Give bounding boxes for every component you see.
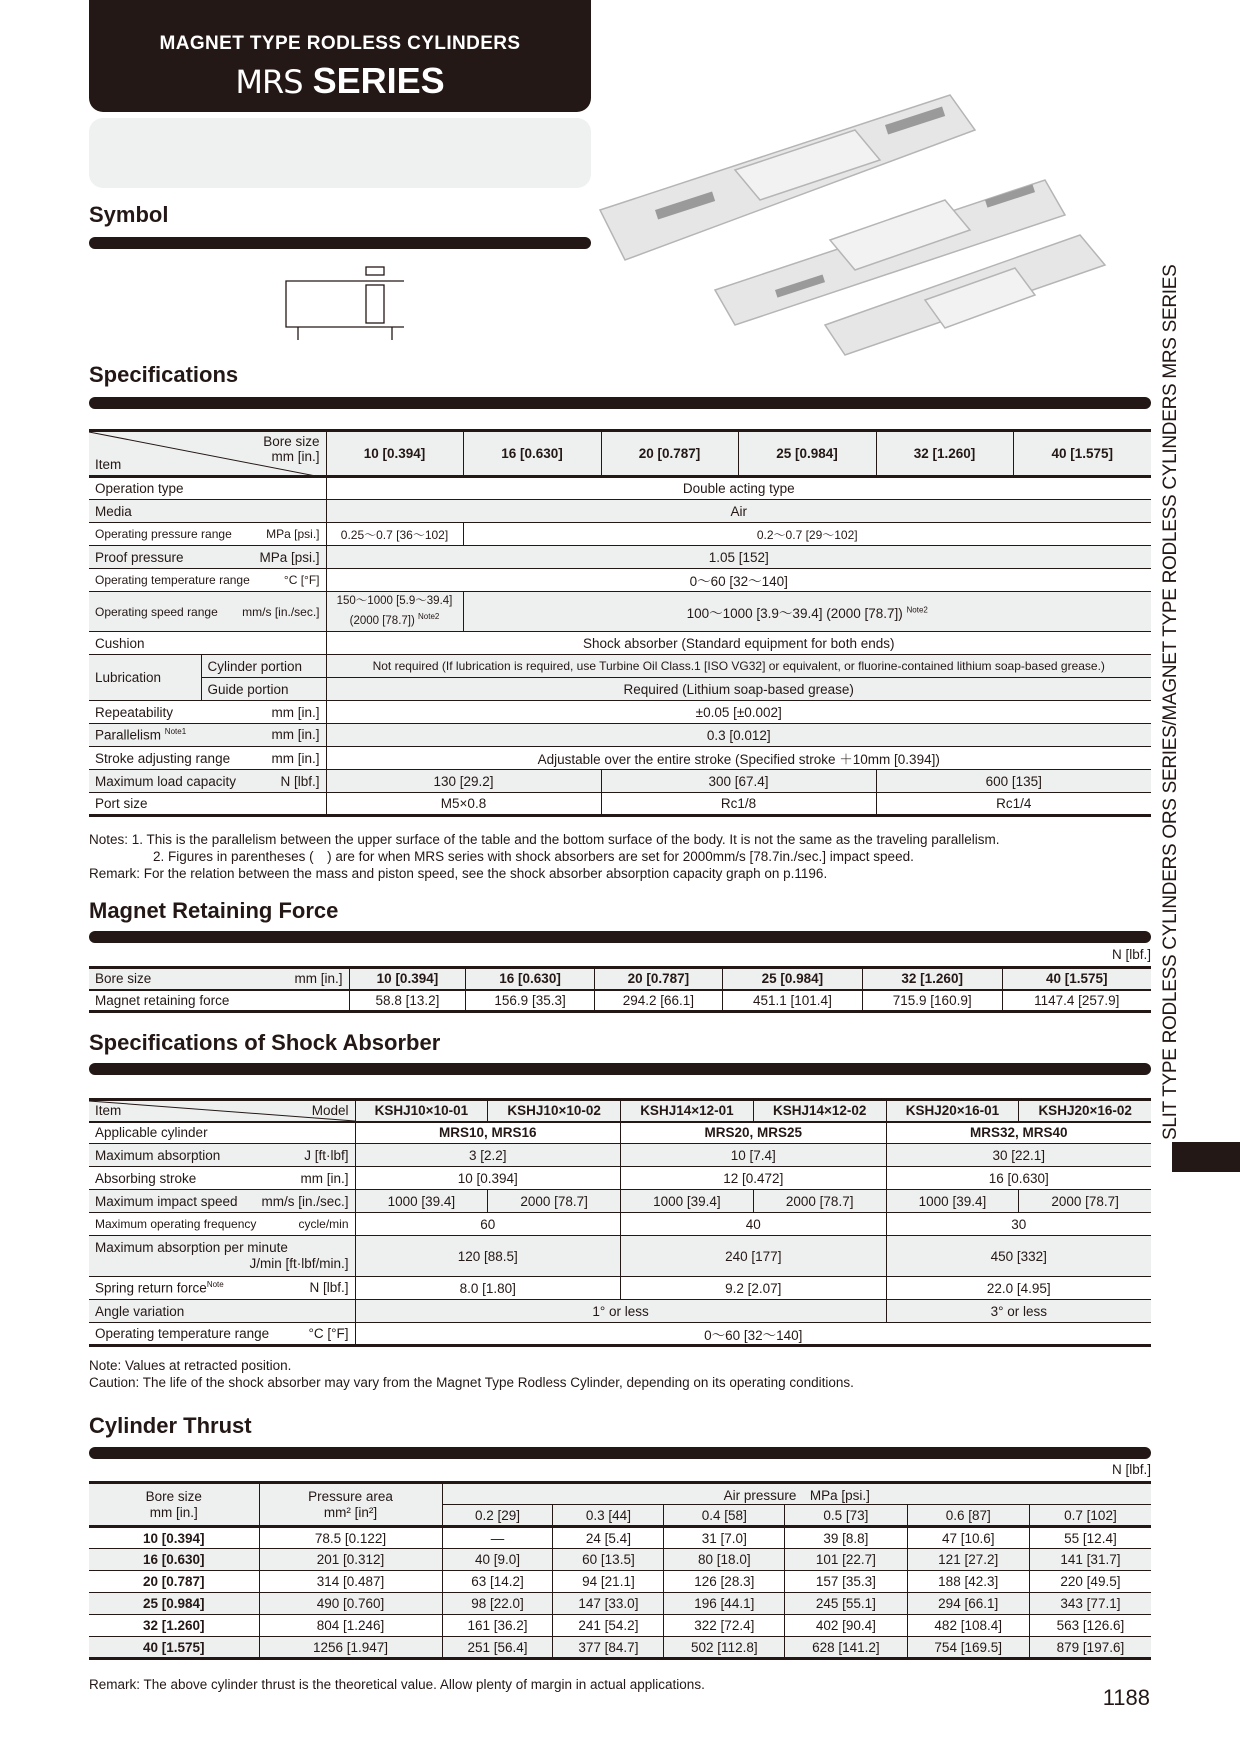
specifications-notes	[89, 831, 1000, 882]
pressure-header: 0.6 [87]	[907, 1505, 1029, 1527]
row-value: 40	[621, 1213, 887, 1236]
row-label: Port size	[89, 793, 326, 816]
thrust-value: 147 [33.0]	[553, 1593, 664, 1615]
unit-note: N [lbf.]	[1111, 1462, 1151, 1477]
section-divider	[89, 237, 591, 249]
series-title-prefix: MRS	[235, 63, 303, 101]
row-unit: mm [in.]	[271, 750, 320, 766]
table-row	[89, 655, 1151, 678]
table-row	[89, 592, 1151, 632]
row-value: 1000 [39.4]	[621, 1190, 754, 1213]
row-unit: °C [°F]	[308, 1326, 349, 1341]
thrust-value: 98 [22.0]	[442, 1593, 553, 1615]
area-column-header	[259, 1483, 442, 1527]
row-value: 22.0 [4.95]	[886, 1277, 1151, 1300]
row-unit: N [lbf.]	[280, 773, 320, 789]
table-row	[89, 990, 1151, 1012]
force-value: 1147.4 [257.9]	[1002, 990, 1151, 1012]
product-image	[595, 50, 1165, 370]
row-label: Operating speed range	[95, 604, 218, 619]
row-value: Rc1/8	[601, 793, 876, 816]
table-header-row	[89, 1483, 1151, 1505]
thrust-value: 101 [22.7]	[785, 1549, 907, 1571]
row-value: 0.3 [0.012]	[326, 724, 1151, 747]
cylinder-thrust-table	[89, 1481, 1151, 1660]
row-label: Magnet retaining force	[89, 990, 349, 1012]
note-marker: Note	[206, 1280, 224, 1290]
side-tab-label: SLIT TYPE RODLESS CYLINDERS ORS SERIES/MAGNET TYPE RODLESS CYLINDERS MRS SERIES	[1160, 264, 1181, 1140]
table-row	[89, 1277, 1151, 1300]
row-value: 0～60 [32～140]	[326, 569, 1151, 592]
thrust-value: 563 [126.6]	[1029, 1615, 1151, 1637]
note-marker: Note2	[418, 612, 440, 622]
table-row	[89, 793, 1151, 816]
bore-header: 20 [0.787]	[594, 968, 722, 990]
row-unit: mm [in.]	[294, 971, 343, 987]
row-value: MRS10, MRS16	[355, 1122, 621, 1144]
thrust-value: 63 [14.2]	[442, 1571, 553, 1593]
bore-header: 16 [0.630]	[466, 968, 594, 990]
row-label: Maximum load capacity	[95, 773, 237, 789]
row-unit: J [ft·lbf]	[304, 1147, 349, 1163]
row-label: Angle variation	[89, 1300, 355, 1323]
row-value: 60	[355, 1213, 621, 1236]
row-value: 1.05 [152]	[326, 546, 1151, 569]
section-divider	[89, 1063, 1151, 1075]
bore-header: 32 [1.260]	[862, 968, 1002, 990]
rodless-cylinder-symbol-icon	[284, 265, 414, 340]
row-value: MRS20, MRS25	[621, 1122, 887, 1144]
thrust-value: —	[442, 1527, 553, 1549]
rodless-cylinder-illustration	[595, 50, 1165, 370]
model-header: KSHJ20×16-02	[1019, 1100, 1151, 1122]
row-value: 9.2 [2.07]	[621, 1277, 887, 1300]
thrust-value: 196 [44.1]	[664, 1593, 785, 1615]
row-label: Maximum absorption	[95, 1147, 221, 1163]
thrust-value: 161 [36.2]	[442, 1615, 553, 1637]
model-header: KSHJ10×10-02	[488, 1100, 621, 1122]
bore-header: 10 [0.394]	[326, 431, 463, 477]
row-label: Absorbing stroke	[95, 1170, 197, 1186]
bore-header: 40 [1.575]	[1013, 431, 1151, 477]
row-value: 0.2～0.7 [29～102]	[463, 523, 1151, 546]
corner-item-label: Item	[95, 1103, 122, 1119]
area-value: 201 [0.312]	[259, 1549, 442, 1571]
unit-note: N [lbf.]	[1111, 947, 1151, 962]
thrust-value: 482 [108.4]	[907, 1615, 1029, 1637]
force-value: 156.9 [35.3]	[466, 990, 594, 1012]
bore-header: 25 [0.984]	[723, 968, 863, 990]
row-value: Adjustable over the entire stroke (Specified stroke ＋10mm [0.394])	[326, 747, 1151, 770]
pressure-header: 0.7 [102]	[1029, 1505, 1151, 1527]
table-row	[89, 1213, 1151, 1236]
note-line: Note: Values at retracted position.	[89, 1358, 292, 1373]
caution-line: Caution: The life of the shock absorber may vary from the Magnet Type Rodless Cylinder, depending on its operating conditions.	[89, 1375, 854, 1390]
row-value: 120 [88.5]	[355, 1236, 621, 1277]
row-unit: mm [in.]	[271, 704, 320, 720]
row-value: 30 [22.1]	[886, 1144, 1151, 1167]
row-label: Operating temperature range	[95, 573, 250, 587]
table-row	[89, 1527, 1151, 1549]
bore-header: 20 [0.787]	[601, 431, 738, 477]
model-header: KSHJ10×10-01	[355, 1100, 488, 1122]
thrust-value: 322 [72.4]	[664, 1615, 785, 1637]
row-value: 1000 [39.4]	[886, 1190, 1019, 1213]
thrust-value: 24 [5.4]	[553, 1527, 664, 1549]
row-value	[326, 592, 463, 632]
row-sublabel: Guide portion	[201, 678, 326, 701]
force-value: 715.9 [160.9]	[862, 990, 1002, 1012]
row-value: 2000 [78.7]	[753, 1190, 886, 1213]
row-label: Stroke adjusting range	[95, 750, 231, 766]
bore-value: 16 [0.630]	[89, 1549, 259, 1571]
area-header-unit: mm² [in²]	[323, 1504, 378, 1520]
row-label: Repeatability	[95, 704, 174, 720]
row-label: Operation type	[89, 477, 326, 500]
table-row	[89, 1593, 1151, 1615]
table-row	[89, 770, 1151, 793]
row-label: Lubrication	[89, 655, 201, 701]
row-unit: mm/s [in./sec.]	[261, 1193, 349, 1209]
thrust-value: 502 [112.8]	[664, 1637, 785, 1659]
table-row	[89, 747, 1151, 770]
thrust-value: 141 [31.7]	[1029, 1549, 1151, 1571]
area-value: 1256 [1.947]	[259, 1637, 442, 1659]
corner-header	[89, 1100, 355, 1122]
thrust-value: 80 [18.0]	[664, 1549, 785, 1571]
row-value: 300 [67.4]	[601, 770, 876, 793]
thrust-value: 241 [54.2]	[553, 1615, 664, 1637]
thrust-value: 126 [28.3]	[664, 1571, 785, 1593]
section-title-specifications: Specifications	[89, 362, 239, 387]
page-number: 1188	[1102, 1685, 1150, 1710]
table-row	[89, 1236, 1151, 1277]
thrust-remark: Remark: The above cylinder thrust is the theoretical value. Allow plenty of margin in actual applications.	[89, 1677, 705, 1692]
table-row	[89, 500, 1151, 523]
thrust-value: 343 [77.1]	[1029, 1593, 1151, 1615]
pneumatic-symbol	[284, 265, 414, 345]
thrust-value: 245 [55.1]	[785, 1593, 907, 1615]
pressure-header: 0.5 [73]	[785, 1505, 907, 1527]
note-marker: Note1	[164, 727, 187, 737]
row-value: 130 [29.2]	[326, 770, 601, 793]
thrust-value: 157 [35.3]	[785, 1571, 907, 1593]
bore-header: 16 [0.630]	[463, 431, 601, 477]
table-header-row	[89, 1100, 1151, 1122]
row-sublabel: Cylinder portion	[201, 655, 326, 678]
row-value: 2000 [78.7]	[488, 1190, 621, 1213]
bore-value: 32 [1.260]	[89, 1615, 259, 1637]
thrust-value: 121 [27.2]	[907, 1549, 1029, 1571]
model-header: KSHJ14×12-02	[753, 1100, 886, 1122]
pressure-header: 0.4 [58]	[664, 1505, 785, 1527]
description-box	[89, 118, 591, 188]
row-value: 450 [332]	[886, 1236, 1151, 1277]
table-row	[89, 1300, 1151, 1323]
speed-value: 100～1000 [3.9～39.4] (2000 [78.7])	[686, 605, 903, 621]
row-value: 0.25～0.7 [36～102]	[326, 523, 463, 546]
row-value: Not required (If lubrication is required, use Turbine Oil Class.1 [ISO VG32] or equivalent, or fluorine-contained lithium soap-based grease.)	[326, 655, 1151, 678]
row-value: 1° or less	[355, 1300, 886, 1323]
corner-header	[89, 431, 326, 477]
row-value: 12 [0.472]	[621, 1167, 887, 1190]
thrust-value: 40 [9.0]	[442, 1549, 553, 1571]
row-label: Maximum impact speed	[95, 1193, 238, 1209]
row-label: Proof pressure	[95, 549, 184, 565]
row-label: Parallelism	[95, 727, 162, 743]
table-row	[89, 724, 1151, 747]
row-value: Shock absorber (Standard equipment for both ends)	[326, 632, 1151, 655]
corner-bore-label: Bore size	[263, 434, 320, 449]
thrust-value: 251 [56.4]	[442, 1637, 553, 1659]
row-label: Maximum absorption per minute	[95, 1240, 288, 1255]
series-title-banner	[89, 0, 591, 112]
row-label: Maximum operating frequency	[95, 1217, 257, 1231]
note-line: Notes: 1. This is the parallelism between the upper surface of the table and the bottom surface of the body. It is not the same as the traveling parallelism.	[89, 832, 1000, 847]
row-label: Operating pressure range	[95, 527, 232, 541]
model-header: KSHJ14×12-01	[621, 1100, 754, 1122]
thrust-value: 55 [12.4]	[1029, 1527, 1151, 1549]
row-value: 0～60 [32～140]	[355, 1323, 1151, 1346]
row-value: M5×0.8	[326, 793, 601, 816]
row-value	[463, 592, 1151, 632]
corner-item-label: Item	[95, 457, 122, 472]
thrust-value: 39 [8.8]	[785, 1527, 907, 1549]
row-unit: MPa [psi.]	[259, 549, 320, 565]
force-value: 294.2 [66.1]	[594, 990, 722, 1012]
speed-value-line2: (2000 [78.7])	[349, 614, 415, 627]
thrust-value: 628 [141.2]	[785, 1637, 907, 1659]
row-value: Double acting type	[326, 477, 1151, 500]
row-label: Media	[89, 500, 326, 523]
area-header-label: Pressure area	[308, 1488, 393, 1504]
thrust-value: 377 [84.7]	[553, 1637, 664, 1659]
area-value: 78.5 [0.122]	[259, 1527, 442, 1549]
row-unit: J/min [ft·lbf/min.]	[249, 1256, 349, 1271]
bore-value: 40 [1.575]	[89, 1637, 259, 1659]
table-header-row	[89, 968, 1151, 990]
bore-header: 25 [0.984]	[738, 431, 876, 477]
side-tab-marker	[1172, 1142, 1240, 1172]
row-unit: mm/s [in./sec.]	[242, 604, 320, 619]
row-value: 8.0 [1.80]	[355, 1277, 621, 1300]
note-line: 2. Figures in parentheses ( ) are for when MRS series with shock absorbers are set for 2000mm/s [78.7in./sec.] impact speed.	[153, 849, 914, 864]
row-unit: mm [in.]	[300, 1170, 349, 1186]
row-unit: N [lbf.]	[309, 1280, 349, 1296]
specifications-header-row	[89, 431, 1151, 477]
row-unit: °C [°F]	[283, 573, 320, 587]
bore-value: 20 [0.787]	[89, 1571, 259, 1593]
row-value: 2000 [78.7]	[1019, 1190, 1151, 1213]
series-subtitle: MAGNET TYPE RODLESS CYLINDERS	[159, 33, 521, 54]
bore-value: 10 [0.394]	[89, 1527, 259, 1549]
row-value: Required (Lithium soap-based grease)	[326, 678, 1151, 701]
table-row	[89, 1190, 1151, 1213]
table-row	[89, 569, 1151, 592]
shock-absorber-notes	[89, 1357, 854, 1391]
row-value: 1000 [39.4]	[355, 1190, 488, 1213]
row-label: Bore size	[95, 971, 152, 987]
speed-value-line1: 150～1000 [5.9～39.4]	[336, 595, 453, 608]
thrust-value: 94 [21.1]	[553, 1571, 664, 1593]
section-title-magnet-force: Magnet Retaining Force	[89, 898, 339, 923]
table-row	[89, 1549, 1151, 1571]
table-row	[89, 523, 1151, 546]
row-label: Spring return force	[95, 1280, 207, 1296]
thrust-value: 294 [66.1]	[907, 1593, 1029, 1615]
row-value: 10 [0.394]	[355, 1167, 621, 1190]
table-row	[89, 1571, 1151, 1593]
thrust-rows	[89, 1527, 1151, 1659]
row-value: 240 [177]	[621, 1236, 887, 1277]
table-row	[89, 678, 1151, 701]
corner-model-label: Model	[311, 1103, 349, 1119]
section-divider	[89, 1447, 1151, 1459]
model-header: KSHJ20×16-01	[886, 1100, 1019, 1122]
thrust-value: 879 [197.6]	[1029, 1637, 1151, 1659]
pressure-group-header: Air pressure MPa [psi.]	[442, 1483, 1151, 1505]
table-row	[89, 546, 1151, 569]
section-title-symbol: Symbol	[89, 202, 169, 227]
area-value: 314 [0.487]	[259, 1571, 442, 1593]
bore-header-unit: mm [in.]	[149, 1504, 198, 1520]
bore-header: 40 [1.575]	[1002, 968, 1151, 990]
pressure-header: 0.3 [44]	[553, 1505, 664, 1527]
section-title-shock-absorber: Specifications of Shock Absorber	[89, 1030, 441, 1055]
thrust-value: 220 [49.5]	[1029, 1571, 1151, 1593]
row-unit: cycle/min	[298, 1217, 349, 1231]
thrust-value: 60 [13.5]	[553, 1549, 664, 1571]
thrust-value: 47 [10.6]	[907, 1527, 1029, 1549]
series-title	[89, 60, 591, 102]
table-row	[89, 1144, 1151, 1167]
series-title-suffix: SERIES	[312, 60, 445, 101]
row-unit: MPa [psi.]	[266, 527, 320, 541]
table-row	[89, 1122, 1151, 1144]
row-label: Cushion	[89, 632, 326, 655]
section-title-thrust: Cylinder Thrust	[89, 1413, 252, 1438]
thrust-value: 402 [90.4]	[785, 1615, 907, 1637]
thrust-value: 754 [169.5]	[907, 1637, 1029, 1659]
thrust-value: 31 [7.0]	[664, 1527, 785, 1549]
row-value: 600 [135]	[876, 770, 1151, 793]
section-divider	[89, 931, 1151, 943]
area-value: 490 [0.760]	[259, 1593, 442, 1615]
table-row	[89, 477, 1151, 500]
row-label: Operating temperature range	[95, 1326, 270, 1341]
bore-header-label: Bore size	[145, 1488, 202, 1504]
table-row	[89, 1167, 1151, 1190]
note-marker: Note2	[906, 605, 928, 614]
bore-column-header	[89, 1483, 259, 1527]
row-label: Applicable cylinder	[89, 1122, 355, 1144]
row-value: ±0.05 [±0.002]	[326, 701, 1151, 724]
row-value: Rc1/4	[876, 793, 1151, 816]
force-value: 58.8 [13.2]	[349, 990, 466, 1012]
row-value: 30	[886, 1213, 1151, 1236]
table-row	[89, 1615, 1151, 1637]
bore-value: 25 [0.984]	[89, 1593, 259, 1615]
bore-header: 10 [0.394]	[349, 968, 466, 990]
section-divider	[89, 397, 1151, 409]
pressure-header: 0.2 [29]	[442, 1505, 553, 1527]
specifications-table	[89, 429, 1151, 817]
row-value: 3 [2.2]	[355, 1144, 621, 1167]
table-row	[89, 701, 1151, 724]
row-value: 16 [0.630]	[886, 1167, 1151, 1190]
table-row	[89, 1323, 1151, 1346]
magnet-force-table	[89, 966, 1151, 1013]
row-value: Air	[326, 500, 1151, 523]
row-unit: mm [in.]	[271, 727, 320, 743]
bore-header: 32 [1.260]	[876, 431, 1013, 477]
row-value: 10 [7.4]	[621, 1144, 887, 1167]
shock-absorber-table	[89, 1098, 1151, 1347]
table-row	[89, 632, 1151, 655]
table-row	[89, 1637, 1151, 1659]
row-value: 3° or less	[886, 1300, 1151, 1323]
area-value: 804 [1.246]	[259, 1615, 442, 1637]
remark-line: Remark: For the relation between the mass and piston speed, see the shock absorber absorption capacity graph on p.1196.	[89, 866, 828, 881]
row-value: MRS32, MRS40	[886, 1122, 1151, 1144]
corner-bore-unit: mm [in.]	[271, 449, 320, 464]
thrust-value: 188 [42.3]	[907, 1571, 1029, 1593]
force-value: 451.1 [101.4]	[723, 990, 863, 1012]
diagonal-divider	[89, 1101, 355, 1123]
